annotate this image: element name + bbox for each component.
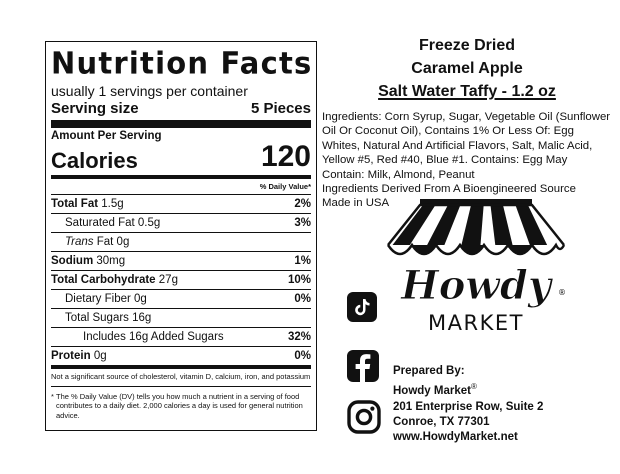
nutrient-amount: Fat 0g	[96, 236, 130, 248]
servings-per-container: usually 1 servings per container	[51, 83, 248, 99]
origin-text: Made in USA	[322, 197, 390, 210]
nutrient-pct: 1%	[294, 255, 311, 267]
nutrient-label: Sodium	[51, 255, 94, 267]
nutrient-label: Saturated Fat	[65, 217, 135, 229]
facebook-glyph	[347, 350, 379, 382]
nutrient-pct: 2%	[294, 198, 311, 210]
amount-per-serving: Amount Per Serving	[51, 130, 162, 142]
company-registered: ®	[470, 382, 477, 392]
address-line1: 201 Enterprise Row, Suite 2	[393, 400, 544, 413]
logo-word-howdy: Howdy	[400, 262, 552, 309]
facebook-icon[interactable]	[347, 350, 379, 382]
serving-size-label: Serving size	[51, 100, 139, 117]
prepared-by-label: Prepared By:	[393, 365, 465, 377]
logo-word-market: MARKET	[428, 311, 524, 335]
nutrient-pct: 0%	[294, 350, 311, 362]
nutrient-row-saturated-fat	[51, 214, 311, 233]
nutrient-row-sodium	[51, 252, 311, 271]
prepared-by-block	[393, 364, 543, 445]
ingredients-text: Ingredients: Corn Syrup, Sugar, Vegetable Oil (Sunflower Oil Or Coconut Oil), Contains 1% Or Less Of: Egg Whites, Natural And Artificial Flavors, Salt, Malic Acid, Yellow #5, Red #40, Blue #1. Contains: Egg May Contain: Milk, Almond, Peanut	[322, 111, 611, 181]
nutrient-amount: 27g	[158, 274, 178, 286]
product-title-line1: Freeze Dried	[418, 37, 516, 54]
nutrition-title: Nutrition Facts	[51, 45, 313, 81]
address-line2: Conroe, TX 77301	[393, 415, 490, 428]
nutrient-pct: 3%	[294, 217, 311, 229]
product-size: Salt Water Taffy - 1.2 oz	[378, 83, 556, 100]
daily-value-footnote	[51, 387, 311, 421]
nutrient-amount: 16g	[132, 312, 152, 324]
nutrient-label: Total Carbohydrate	[51, 274, 156, 286]
nutrient-amount: 30mg	[96, 255, 126, 267]
serving-size-value: 5 Pieces	[250, 100, 311, 117]
nutrient-row-total-fat	[51, 195, 311, 214]
nutrient-amount: 1.5g	[101, 198, 124, 210]
nutrient-label: Includes 16g Added Sugars	[83, 331, 224, 343]
nutrient-row-protein	[51, 347, 311, 369]
nutrient-row-total-carbohydrate	[51, 271, 311, 290]
bioengineered-text: Ingredients Derived From A Bioengineered Source	[322, 183, 576, 196]
nutrient-label: Protein	[51, 350, 91, 362]
nutrient-label: Total Fat	[51, 198, 99, 210]
nutrient-pct: 10%	[287, 274, 311, 286]
instagram-icon[interactable]	[347, 400, 381, 434]
nutrient-row-total-sugars	[51, 309, 311, 328]
nutrient-row-added-sugars	[51, 328, 311, 347]
nutrient-amount: 0g	[134, 293, 147, 305]
calories-row	[51, 140, 311, 179]
serving-size-row	[51, 100, 311, 128]
footnote-star: *	[51, 391, 54, 401]
nutrient-amount: 0g	[93, 350, 107, 362]
nutrition-facts-panel	[45, 41, 317, 431]
calories-label: Calories	[51, 148, 138, 173]
nutrient-label: Trans	[65, 236, 94, 248]
not-significant-note: Not a significant source of cholesterol, vitamin D, calcium, iron, and potassium	[51, 369, 311, 387]
nutrient-pct: 32%	[287, 331, 311, 343]
nutrient-amount: 0.5g	[137, 217, 161, 229]
instagram-glyph	[347, 400, 381, 434]
tiktok-icon[interactable]	[347, 292, 377, 322]
company-line	[393, 379, 543, 399]
product-title-line3	[322, 82, 612, 101]
website-link[interactable]: www.HowdyMarket.net	[393, 431, 518, 444]
howdy-market-logo	[380, 191, 572, 336]
calories-value: 120	[260, 140, 311, 173]
footnote-text: The % Daily Value (DV) tells you how much a nutrient in a serving of food contributes to a daily diet. 2,000 calories a day is used for general nutrition advice.	[56, 391, 303, 420]
nutrient-label: Total Sugars	[65, 312, 129, 324]
daily-value-header: % Daily Value*	[51, 179, 311, 195]
logo-registered: ®	[558, 288, 566, 297]
tiktok-glyph	[352, 297, 372, 317]
nutrient-row-dietary-fiber	[51, 290, 311, 309]
nutrient-row-trans-fat	[51, 233, 311, 252]
nutrient-label: Dietary Fiber	[65, 293, 131, 305]
nutrient-pct: 0%	[294, 293, 311, 305]
product-title-line2: Caramel Apple	[411, 60, 523, 77]
company-name: Howdy Market	[393, 385, 471, 398]
